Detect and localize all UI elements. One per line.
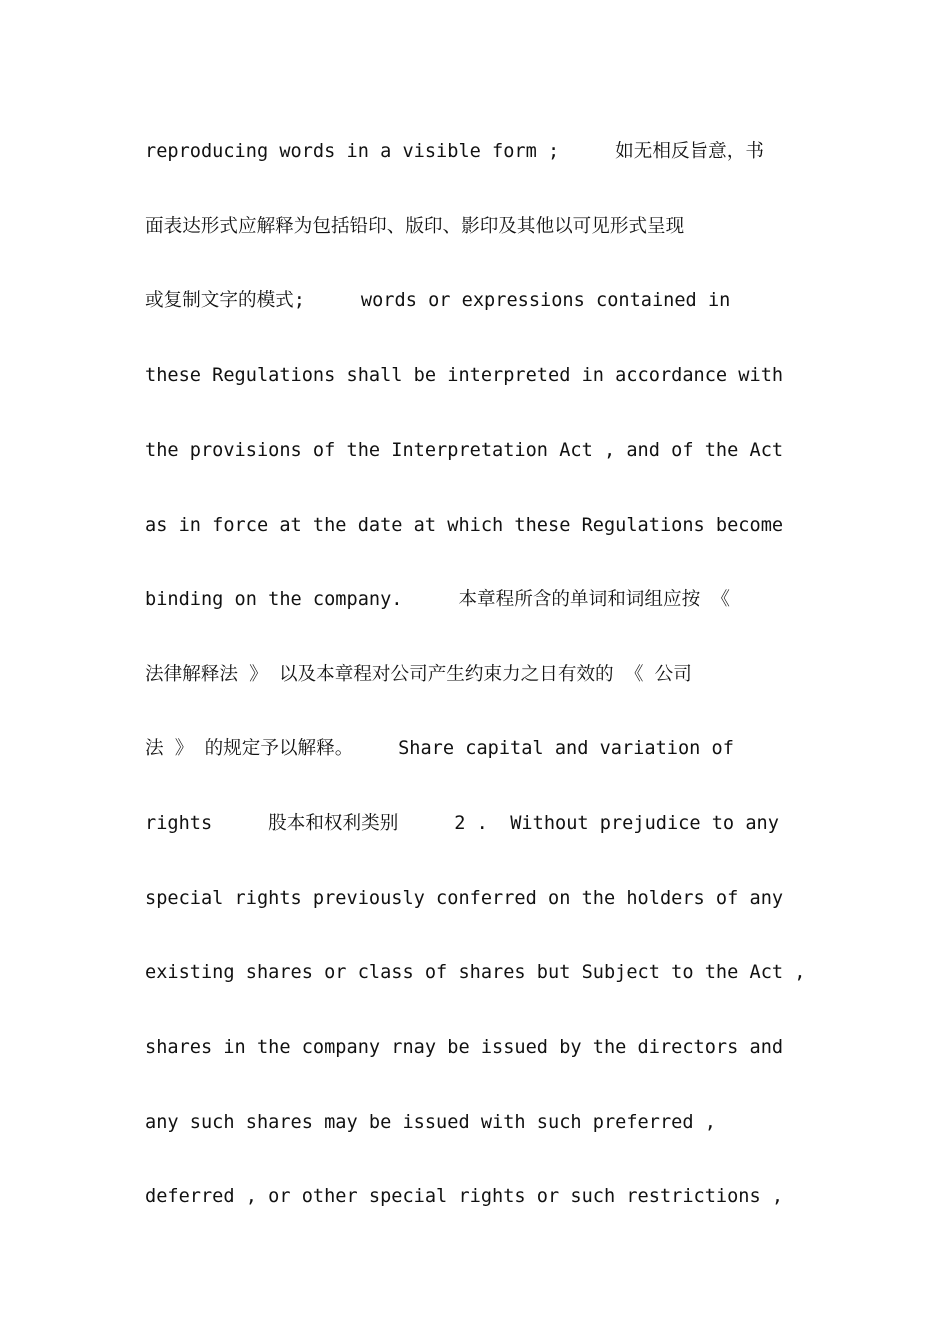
text-line: special rights previously conferred on the holders of any <box>145 888 784 909</box>
text-line: rights 股本和权利类别 2 . Without prejudice to any <box>145 813 779 834</box>
text-line: 法 》 的规定予以解释。 Share capital and variation of <box>145 738 734 759</box>
text-line: the provisions of the Interpretation Act , and of the Act <box>145 440 784 461</box>
text-line: 或复制文字的模式; words or expressions contained in <box>145 290 731 311</box>
text-line: these Regulations shall be interpreted in accordance with <box>145 365 784 386</box>
text-line: reproducing words in a visible form ; 如无相反旨意，书 <box>145 141 764 162</box>
text-line: 法律解释法 》 以及本章程对公司产生约束力之日有效的 《 公司 <box>145 664 692 685</box>
text-line: shares in the company rnay be issued by the directors and <box>145 1037 784 1058</box>
text-line: existing shares or class of shares but Subject to the Act , <box>145 962 806 983</box>
text-line: any such shares may be issued with such preferred , <box>145 1112 716 1133</box>
text-line: 面表达形式应解释为包括铅印、版印、影印及其他以可见形式呈现 <box>145 216 685 237</box>
text-line: deferred , or other special rights or such restrictions , <box>145 1186 784 1207</box>
text-line: binding on the company. 本章程所含的单词和词组应按 《 <box>145 589 730 610</box>
text-line: as in force at the date at which these Regulations become <box>145 515 784 536</box>
